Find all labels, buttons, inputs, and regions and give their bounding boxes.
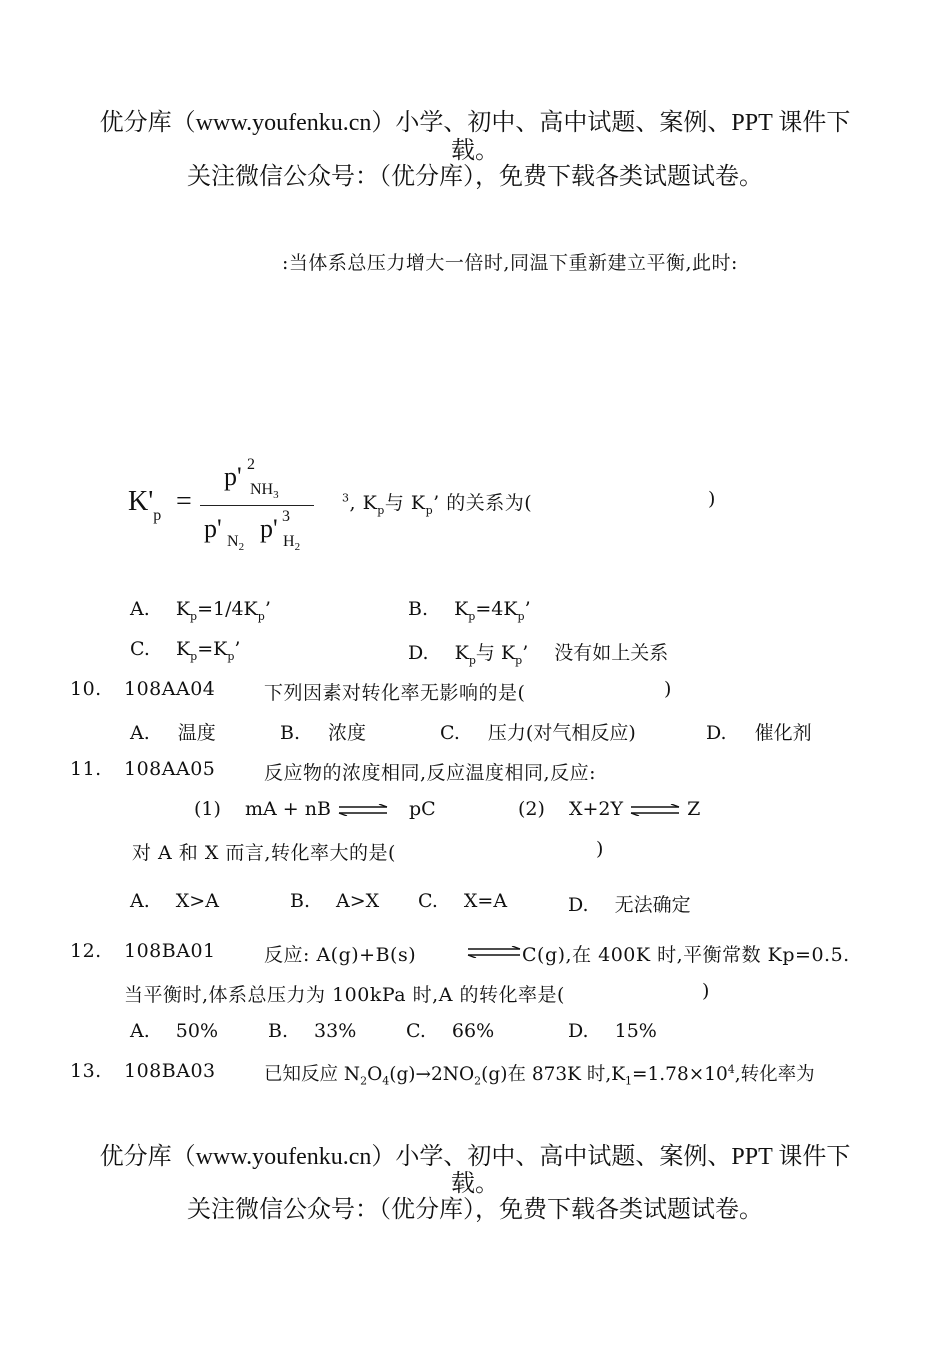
q9-c-text: $K_p=K_p$’	[175, 638, 241, 663]
q9-b-text: $K_p=4K_p$’	[454, 598, 531, 623]
q12-d-text: 15%	[614, 1020, 657, 1042]
q9-d-text: $K_p$与 $K_p$’ 没有如上关系	[454, 642, 669, 667]
q10-a-label: A.	[130, 722, 150, 744]
q12-a-text: 50%	[175, 1020, 218, 1042]
q12-number: 12.	[70, 940, 102, 962]
q10-option-d	[706, 718, 812, 745]
q13-code: 108BA03	[124, 1060, 216, 1082]
numerator-sub: NH	[250, 481, 274, 498]
denominator-sub2b: 2	[294, 541, 301, 553]
formula-tail-sub: p	[377, 503, 385, 517]
q11-r2-label: (2)	[518, 798, 545, 820]
q12-line-2: 当平衡时,体系总压力为 100kPa 时,A 的转化率是(	[124, 984, 565, 1006]
q11-r2-left: X+2Y	[568, 798, 624, 820]
q11-a-text: X>A	[175, 890, 219, 912]
q11-reaction-1	[194, 798, 436, 820]
q11-r2-right: Z	[687, 798, 701, 820]
q12-text-left: 反应: A(g)+B(s)	[264, 944, 417, 966]
q12-code: 108BA01	[124, 940, 216, 962]
q10-c-label: C.	[440, 722, 460, 744]
q11-close-paren: )	[596, 838, 604, 860]
q11-r1-left: mA + nB	[244, 798, 331, 820]
formula-tail3: ’ 的关系为(	[433, 492, 533, 514]
denominator-sub2: H	[283, 533, 295, 550]
formula-tail2-sub: p	[425, 503, 434, 517]
q12-text-right: C(g),在 400K 时,平衡常数 Kp=0.5.	[522, 944, 850, 966]
formula-lhs: K'	[128, 486, 154, 517]
q11-ask: 对 A 和 X 而言,转化率大的是(	[132, 842, 396, 864]
q12-b-label: B.	[268, 1020, 289, 1042]
denominator-sup2: 3	[282, 508, 290, 525]
formula-tail2: 与 K	[384, 492, 426, 514]
q11-b-text: A>X	[336, 890, 380, 912]
q11-option-d	[568, 890, 691, 917]
numerator-sub2: 3	[273, 489, 279, 501]
q12-b-text: 33%	[314, 1020, 357, 1042]
equilibrium-arrow-icon	[629, 804, 681, 816]
q12-close-paren: )	[702, 980, 710, 1002]
q10-d-label: D.	[706, 722, 727, 744]
q11-text: 反应物的浓度相同,反应温度相同,反应:	[264, 762, 596, 784]
q12-d-label: D.	[568, 1020, 589, 1042]
footer-line-1: 优分库（www.youfenku.cn）小学、初中、高中试题、案例、PPT 课件下	[99, 1144, 851, 1170]
formula-equals: =	[176, 486, 192, 517]
denominator-sub1: N	[227, 533, 239, 550]
q12-option-b	[268, 1020, 356, 1042]
q12-c-label: C.	[406, 1020, 426, 1042]
q10-close-paren: )	[664, 678, 672, 700]
q11-number: 11.	[70, 758, 102, 780]
q9-option-d	[408, 638, 668, 667]
fraction-bar	[200, 505, 314, 506]
q11-b-label: B.	[290, 890, 311, 912]
equilibrium-arrow-icon	[337, 804, 389, 816]
q10-option-c	[440, 718, 636, 745]
q11-d-text: 无法确定	[614, 894, 691, 916]
q12-c-text: 66%	[451, 1020, 495, 1042]
q11-a-label: A.	[130, 890, 150, 912]
q10-text: 下列因素对转化率无影响的是(	[264, 682, 526, 704]
q12-option-c	[406, 1020, 494, 1042]
numerator-p: p'	[224, 462, 242, 491]
q11-option-c	[418, 890, 507, 912]
q11-r1-label: (1)	[194, 798, 221, 820]
equilibrium-arrow-icon	[466, 946, 522, 958]
q9-a-label: A.	[130, 598, 150, 620]
q9-a-text: $K_p=1/4K_p$’	[175, 598, 271, 623]
formula-close-paren: )	[708, 488, 716, 510]
q9-c-label: C.	[130, 638, 150, 660]
q11-option-a	[130, 890, 219, 912]
header-line-2: 载。	[451, 138, 499, 164]
q12-option-d	[568, 1020, 657, 1042]
q10-c-text: 压力(对气相反应)	[487, 722, 636, 744]
q11-reaction-2	[518, 798, 700, 820]
q13-text: 已知反应 $N_2O_4(g)\to 2NO_2(g)$在 873K 时$,K_1=1.78\times 10^4$,转化率为	[264, 1062, 815, 1088]
q9-option-a	[130, 598, 271, 623]
header-line-1: 优分库（www.youfenku.cn）小学、初中、高中试题、案例、PPT 课件下	[99, 110, 851, 136]
q9-option-b	[408, 598, 531, 623]
footer-line-3: 关注微信公众号：（优分库），免费下载各类试题试卷。	[187, 1197, 763, 1223]
q11-code: 108AA05	[124, 758, 216, 780]
intro-text: :当体系总压力增大一倍时,同温下重新建立平衡,此时:	[282, 252, 738, 274]
q12-a-label: A.	[130, 1020, 150, 1042]
formula-tail-sup: 3	[342, 491, 350, 505]
q10-number: 10.	[70, 678, 102, 700]
q12-option-a	[130, 1020, 218, 1042]
q10-d-text: 催化剂	[754, 722, 812, 744]
q10-b-label: B.	[280, 722, 301, 744]
q13-number: 13.	[70, 1060, 102, 1082]
q9-b-label: B.	[408, 598, 429, 620]
q10-option-a	[130, 718, 216, 745]
denominator-p1: p'	[204, 514, 222, 543]
header-line-3: 关注微信公众号：（优分库），免费下载各类试题试卷。	[187, 164, 763, 190]
q9-option-c	[130, 638, 240, 663]
q9-d-label: D.	[408, 642, 429, 664]
q10-code: 108AA04	[124, 678, 216, 700]
q10-b-text: 浓度	[328, 722, 367, 744]
numerator-sup: 2	[247, 456, 255, 473]
q11-c-text: X=A	[463, 890, 508, 912]
formula-lhs-sub: p	[153, 507, 162, 524]
q10-option-b	[280, 718, 366, 745]
q11-r1-right: pC	[409, 798, 436, 820]
q11-option-b	[290, 890, 379, 912]
footer-line-2: 载。	[451, 1171, 499, 1197]
q11-d-label: D.	[568, 894, 589, 916]
formula-tail: , K	[349, 492, 378, 514]
denominator-sub1b: 2	[238, 541, 245, 553]
denominator-p2: p'	[260, 514, 278, 543]
q10-a-text: 温度	[177, 722, 216, 744]
q11-c-label: C.	[418, 890, 438, 912]
